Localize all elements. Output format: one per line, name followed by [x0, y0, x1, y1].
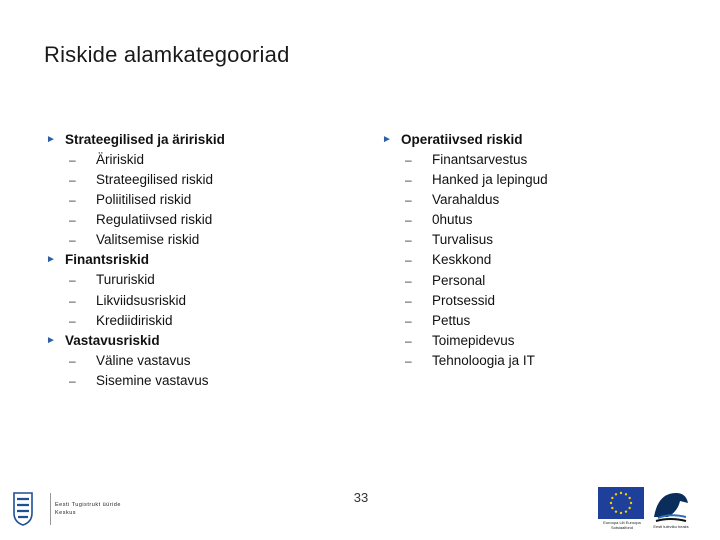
dash-bullet-icon: – [405, 193, 412, 208]
bullet-group [46, 250, 346, 330]
sub-item-text: Tururiskid [96, 272, 155, 288]
sub-item-text: Äririskid [96, 152, 145, 167]
eu-star-icon [625, 510, 627, 512]
sub-item [46, 311, 346, 331]
eu-star-icon [630, 502, 632, 504]
eu-star-icon [620, 512, 622, 514]
eu-star-icon [628, 507, 630, 509]
sub-item [46, 190, 346, 210]
sub-item [46, 351, 346, 371]
page-number: 33 [353, 490, 369, 505]
sub-item-text: 0hutus [432, 212, 473, 228]
coat-of-arms-icon [12, 491, 34, 527]
dash-bullet-icon: – [69, 293, 76, 308]
bullet-heading [382, 130, 682, 150]
dash-bullet-icon: – [405, 233, 412, 248]
dash-bullet-icon: – [405, 353, 412, 368]
eu-star-icon [615, 510, 617, 512]
sub-item-text: Turvalisus [432, 232, 494, 248]
eu-star-icon [615, 493, 617, 495]
bullet-group [46, 130, 346, 250]
fund-caption: Eesti tuleviku heaks [653, 524, 689, 529]
triangle-bullet-icon: ► [46, 254, 56, 266]
sub-item [382, 331, 682, 351]
eu-star-icon [610, 502, 612, 504]
sub-item [46, 371, 346, 391]
dash-bullet-icon: – [405, 153, 412, 167]
triangle-bullet-icon: ► [46, 334, 56, 346]
bullet-heading [46, 130, 346, 150]
sub-item-text: Likviidsusriskid [96, 292, 187, 308]
eu-star-icon [611, 497, 613, 499]
sub-item [382, 311, 682, 331]
sub-item [382, 271, 682, 291]
eu-star-icon [628, 497, 630, 499]
dash-bullet-icon: – [69, 273, 76, 288]
sub-item-text: Valitsemise riskid [96, 232, 200, 248]
sub-item [382, 250, 682, 270]
dash-bullet-icon: – [405, 213, 412, 228]
dash-bullet-icon: – [405, 273, 412, 288]
dash-bullet-icon: – [69, 153, 76, 167]
eu-caption: Euroopa Liit Euroopa Sotsiaalfond [603, 520, 641, 530]
bird-logo-icon [650, 487, 690, 523]
slide-title: Riskide alamkategooriad [44, 42, 290, 67]
triangle-bullet-icon: ► [382, 134, 392, 145]
sub-item-text: Hanked ja lepingud [432, 172, 548, 188]
sub-item [382, 170, 682, 190]
sub-item [382, 210, 682, 230]
dash-bullet-icon: – [405, 173, 412, 188]
bullet-group [46, 331, 346, 391]
sub-item [46, 291, 346, 311]
sub-item [382, 351, 682, 371]
sub-item-text: Protsessid [432, 292, 496, 308]
sub-item [46, 150, 346, 170]
estonian-logo [12, 491, 132, 527]
sub-item-text: Finantsarvestus [432, 152, 528, 167]
dash-bullet-icon: – [405, 313, 412, 328]
sub-item [382, 291, 682, 311]
dash-bullet-icon: – [69, 233, 76, 248]
dash-bullet-icon: – [69, 213, 76, 228]
sub-item-text: Keskkond [432, 252, 492, 268]
sub-item-text: Varahaldus [432, 192, 500, 208]
dash-bullet-icon: – [405, 253, 412, 268]
dash-bullet-icon: – [69, 173, 76, 188]
sub-item [382, 190, 682, 210]
sub-item-text: Regulatiivsed riskid [96, 212, 213, 228]
sub-item [46, 230, 346, 250]
sub-item [46, 270, 346, 290]
dash-bullet-icon: – [405, 293, 412, 308]
bullet-heading [46, 250, 346, 270]
dash-bullet-icon: – [405, 333, 412, 348]
sub-item-text: Sisemine vastavus [96, 372, 209, 388]
eu-star-icon [620, 492, 622, 494]
right-column [382, 130, 682, 371]
heading-text: Vastavusriskid [65, 332, 160, 348]
sub-item-text: Poliitilised riskid [96, 192, 192, 208]
sub-item-text: Krediidiriskid [96, 312, 173, 328]
sub-item-text: Väline vastavus [96, 352, 191, 368]
logo-divider [50, 493, 51, 525]
triangle-bullet-icon: ► [46, 134, 56, 145]
heading-text: Operatiivsed riskid [401, 132, 523, 147]
funding-logos [596, 486, 716, 534]
eu-star-icon [611, 507, 613, 509]
dash-bullet-icon: – [69, 353, 76, 368]
sub-item [46, 170, 346, 190]
dash-bullet-icon: – [69, 313, 76, 328]
sub-item-text: Personal [432, 272, 486, 288]
logo-text: Eesti Tugistrukt üüride Keskus [55, 502, 121, 516]
sub-item [46, 210, 346, 230]
heading-text: Finantsriskid [65, 252, 150, 268]
sub-item-text: Strateegilised riskid [96, 172, 214, 188]
dash-bullet-icon: – [69, 373, 76, 388]
sub-item-text: Pettus [432, 312, 471, 328]
sub-item [382, 230, 682, 250]
eu-star-icon [625, 493, 627, 495]
bullet-heading [46, 331, 346, 351]
heading-text: Strateegilised ja äririskid [65, 132, 225, 147]
bullet-group [382, 130, 682, 371]
left-column [46, 130, 346, 391]
sub-item-text: Toimepidevus [432, 332, 515, 348]
sub-item [382, 150, 682, 170]
eu-flag-icon [598, 487, 644, 519]
sub-item-text: Tehnoloogia ja IT [432, 352, 535, 368]
dash-bullet-icon: – [69, 193, 76, 208]
